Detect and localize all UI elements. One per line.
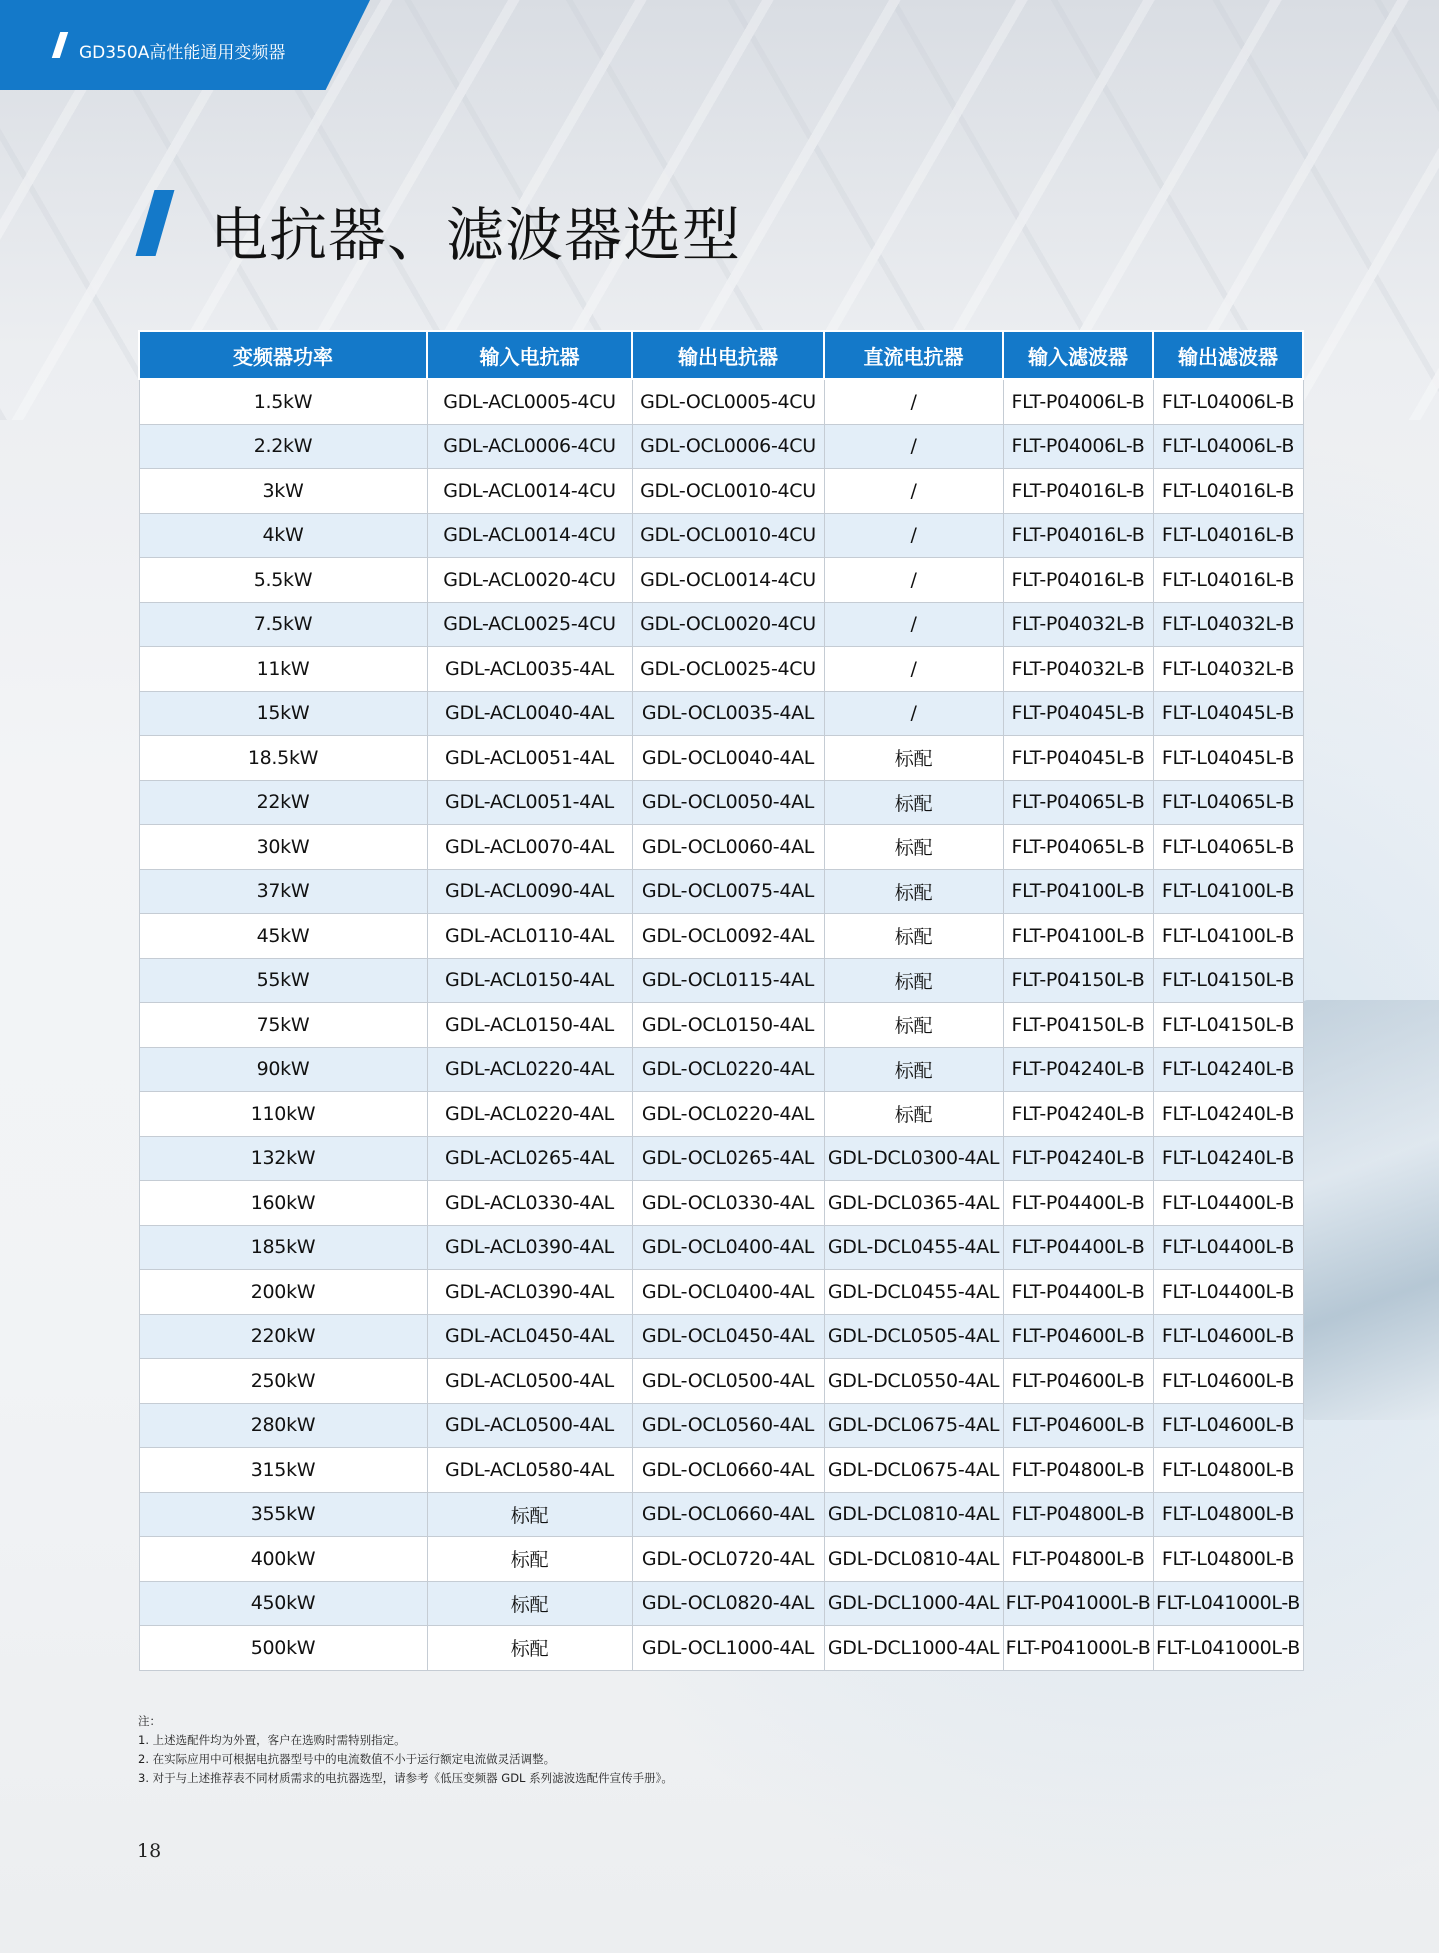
table-row <box>139 647 1303 692</box>
table-cell: FLT-P04400L-B <box>1003 1225 1153 1270</box>
table-cell: 18.5kW <box>139 736 427 781</box>
table-cell: FLT-L04800L-B <box>1153 1492 1303 1537</box>
table-cell: GDL-ACL0020-4CU <box>427 558 632 603</box>
table-cell: FLT-L04032L-B <box>1153 602 1303 647</box>
table-cell: FLT-P04800L-B <box>1003 1537 1153 1582</box>
page-number: 18 <box>137 1840 162 1862</box>
table-cell: GDL-ACL0005-4CU <box>427 379 632 424</box>
table-cell: GDL-OCL0040-4AL <box>632 736 824 781</box>
table-cell: 15kW <box>139 691 427 736</box>
table-row <box>139 469 1303 514</box>
table-body <box>139 379 1303 1670</box>
table-cell: GDL-DCL0810-4AL <box>824 1537 1003 1582</box>
table-cell: FLT-L04065L-B <box>1153 780 1303 825</box>
table-cell: FLT-L04800L-B <box>1153 1448 1303 1493</box>
table-cell: / <box>824 469 1003 514</box>
table-cell: 22kW <box>139 780 427 825</box>
table-cell: GDL-DCL1000-4AL <box>824 1626 1003 1671</box>
column-header: 输入滤波器 <box>1003 331 1153 379</box>
table-cell: 132kW <box>139 1136 427 1181</box>
table-cell: GDL-DCL0300-4AL <box>824 1136 1003 1181</box>
table-cell: GDL-OCL0010-4CU <box>632 513 824 558</box>
table-cell: GDL-ACL0090-4AL <box>427 869 632 914</box>
table-cell: FLT-L04240L-B <box>1153 1092 1303 1137</box>
table-cell: FLT-P041000L-B <box>1003 1626 1153 1671</box>
table-cell: GDL-ACL0390-4AL <box>427 1270 632 1315</box>
table-cell: 75kW <box>139 1003 427 1048</box>
table-cell: GDL-DCL0810-4AL <box>824 1492 1003 1537</box>
table-cell: FLT-P04016L-B <box>1003 469 1153 514</box>
table-cell: 4kW <box>139 513 427 558</box>
table-row <box>139 780 1303 825</box>
column-header: 直流电抗器 <box>824 331 1003 379</box>
table-cell: GDL-OCL0400-4AL <box>632 1270 824 1315</box>
table-cell: / <box>824 424 1003 469</box>
table-cell: FLT-P04800L-B <box>1003 1492 1153 1537</box>
table-cell: 220kW <box>139 1314 427 1359</box>
table-cell: GDL-OCL0075-4AL <box>632 869 824 914</box>
table-cell: FLT-L04400L-B <box>1153 1270 1303 1315</box>
table-cell: 标配 <box>824 1047 1003 1092</box>
table-cell: GDL-ACL0390-4AL <box>427 1225 632 1270</box>
table-cell: FLT-P04016L-B <box>1003 513 1153 558</box>
header-doc-title: GD350A高性能通用变频器 <box>79 43 286 63</box>
table-cell: 90kW <box>139 1047 427 1092</box>
table-cell: 7.5kW <box>139 602 427 647</box>
table-cell: FLT-L04006L-B <box>1153 379 1303 424</box>
table-row <box>139 1403 1303 1448</box>
note-item: 2. 在实际应用中可根据电抗器型号中的电流数值不小于运行额定电流做灵活调整。 <box>138 1752 556 1766</box>
table-row <box>139 736 1303 781</box>
page-title: 电抗器、滤波器选型 <box>210 201 742 269</box>
table-cell: GDL-DCL0455-4AL <box>824 1270 1003 1315</box>
table-cell: FLT-L04100L-B <box>1153 914 1303 959</box>
table-cell: FLT-P04032L-B <box>1003 647 1153 692</box>
table-row <box>139 1314 1303 1359</box>
table-cell: FLT-P04600L-B <box>1003 1359 1153 1404</box>
table-row <box>139 602 1303 647</box>
notes <box>138 1712 673 1788</box>
table-cell: 标配 <box>824 869 1003 914</box>
table-cell: GDL-ACL0150-4AL <box>427 958 632 1003</box>
table-cell: FLT-P04065L-B <box>1003 825 1153 870</box>
table-cell: 1.5kW <box>139 379 427 424</box>
table-cell: GDL-ACL0580-4AL <box>427 1448 632 1493</box>
table-cell: 30kW <box>139 825 427 870</box>
table-cell: GDL-OCL0006-4CU <box>632 424 824 469</box>
table-cell: FLT-P04150L-B <box>1003 1003 1153 1048</box>
table-cell: FLT-P04006L-B <box>1003 379 1153 424</box>
table-cell: FLT-P04400L-B <box>1003 1270 1153 1315</box>
table-cell: FLT-L04400L-B <box>1153 1225 1303 1270</box>
table-cell: GDL-OCL0660-4AL <box>632 1492 824 1537</box>
table-cell: GDL-OCL0660-4AL <box>632 1448 824 1493</box>
table-row <box>139 1225 1303 1270</box>
table-cell: FLT-L04045L-B <box>1153 691 1303 736</box>
table-cell: 400kW <box>139 1537 427 1582</box>
table-cell: 11kW <box>139 647 427 692</box>
table-row <box>139 958 1303 1003</box>
table-cell: GDL-ACL0014-4CU <box>427 469 632 514</box>
table-cell: FLT-L04016L-B <box>1153 469 1303 514</box>
column-header: 输入电抗器 <box>427 331 632 379</box>
table-cell: FLT-L04016L-B <box>1153 558 1303 603</box>
table-cell: FLT-L04150L-B <box>1153 958 1303 1003</box>
table-cell: FLT-L04100L-B <box>1153 869 1303 914</box>
table-cell: FLT-P04240L-B <box>1003 1047 1153 1092</box>
table-cell: FLT-P04240L-B <box>1003 1092 1153 1137</box>
table-cell: 标配 <box>824 780 1003 825</box>
table-cell: FLT-P04100L-B <box>1003 869 1153 914</box>
table-cell: GDL-OCL0035-4AL <box>632 691 824 736</box>
table-row <box>139 1092 1303 1137</box>
table-row <box>139 691 1303 736</box>
table-cell: GDL-OCL0014-4CU <box>632 558 824 603</box>
table-cell: FLT-P04800L-B <box>1003 1448 1153 1493</box>
table-cell: GDL-OCL0400-4AL <box>632 1225 824 1270</box>
table-cell: GDL-ACL0014-4CU <box>427 513 632 558</box>
note-item: 3. 对于与上述推荐表不同材质需求的电抗器选型，请参考《低压变频器 GDL 系列滤波选配件宣传手册》。 <box>138 1771 673 1785</box>
table-row <box>139 1359 1303 1404</box>
table-cell: GDL-ACL0051-4AL <box>427 736 632 781</box>
table-cell: GDL-OCL0265-4AL <box>632 1136 824 1181</box>
table-cell: GDL-ACL0070-4AL <box>427 825 632 870</box>
table-cell: FLT-L04006L-B <box>1153 424 1303 469</box>
table-row <box>139 1270 1303 1315</box>
table-cell: 500kW <box>139 1626 427 1671</box>
table-header-row <box>139 331 1303 379</box>
table-cell: GDL-OCL0005-4CU <box>632 379 824 424</box>
table-cell: 标配 <box>824 1092 1003 1137</box>
table-cell: / <box>824 513 1003 558</box>
table-cell: FLT-L04016L-B <box>1153 513 1303 558</box>
table-cell: FLT-L04600L-B <box>1153 1403 1303 1448</box>
table-cell: / <box>824 691 1003 736</box>
table-cell: FLT-P04045L-B <box>1003 736 1153 781</box>
table-cell: GDL-OCL0720-4AL <box>632 1537 824 1582</box>
table-cell: GDL-ACL0006-4CU <box>427 424 632 469</box>
column-header: 输出滤波器 <box>1153 331 1303 379</box>
table-cell: 450kW <box>139 1581 427 1626</box>
column-header: 变频器功率 <box>139 331 427 379</box>
table-cell: FLT-L04032L-B <box>1153 647 1303 692</box>
table-cell: 5.5kW <box>139 558 427 603</box>
table-cell: GDL-OCL1000-4AL <box>632 1626 824 1671</box>
table-cell: FLT-P04006L-B <box>1003 424 1153 469</box>
table-cell: GDL-ACL0040-4AL <box>427 691 632 736</box>
table-cell: 185kW <box>139 1225 427 1270</box>
table-row <box>139 1581 1303 1626</box>
table-cell: GDL-ACL0330-4AL <box>427 1181 632 1226</box>
table-row <box>139 1136 1303 1181</box>
table-cell: FLT-L04045L-B <box>1153 736 1303 781</box>
table-row <box>139 379 1303 424</box>
table-cell: 37kW <box>139 869 427 914</box>
table-cell: GDL-OCL0820-4AL <box>632 1581 824 1626</box>
table-cell: FLT-L04800L-B <box>1153 1537 1303 1582</box>
table-cell: GDL-DCL0365-4AL <box>824 1181 1003 1226</box>
table-cell: 3kW <box>139 469 427 514</box>
column-header: 输出电抗器 <box>632 331 824 379</box>
table-cell: FLT-P04600L-B <box>1003 1403 1153 1448</box>
table-cell: GDL-DCL0455-4AL <box>824 1225 1003 1270</box>
notes-heading: 注： <box>138 1714 161 1728</box>
table-cell: 标配 <box>824 825 1003 870</box>
table-cell: 55kW <box>139 958 427 1003</box>
table-cell: GDL-DCL0675-4AL <box>824 1448 1003 1493</box>
table-cell: 280kW <box>139 1403 427 1448</box>
table-cell: GDL-OCL0010-4CU <box>632 469 824 514</box>
table-row <box>139 1626 1303 1671</box>
table-cell: GDL-DCL0675-4AL <box>824 1403 1003 1448</box>
table-cell: GDL-OCL0220-4AL <box>632 1092 824 1137</box>
table-row <box>139 869 1303 914</box>
table-cell: GDL-ACL0450-4AL <box>427 1314 632 1359</box>
table-cell: FLT-P04150L-B <box>1003 958 1153 1003</box>
table-cell: FLT-L04240L-B <box>1153 1136 1303 1181</box>
table-row <box>139 914 1303 959</box>
table-cell: GDL-DCL1000-4AL <box>824 1581 1003 1626</box>
table-cell: 标配 <box>427 1626 632 1671</box>
table-row <box>139 513 1303 558</box>
table-cell: GDL-OCL0025-4CU <box>632 647 824 692</box>
table-cell: 160kW <box>139 1181 427 1226</box>
table-cell: GDL-ACL0035-4AL <box>427 647 632 692</box>
table-cell: GDL-ACL0220-4AL <box>427 1047 632 1092</box>
table-cell: GDL-ACL0025-4CU <box>427 602 632 647</box>
table-row <box>139 1448 1303 1493</box>
table-cell: 250kW <box>139 1359 427 1404</box>
table-cell: GDL-ACL0500-4AL <box>427 1403 632 1448</box>
table-cell: 315kW <box>139 1448 427 1493</box>
table-cell: / <box>824 602 1003 647</box>
table-cell: FLT-P04016L-B <box>1003 558 1153 603</box>
table-cell: 标配 <box>427 1581 632 1626</box>
table-cell: GDL-OCL0500-4AL <box>632 1359 824 1404</box>
table-cell: GDL-DCL0550-4AL <box>824 1359 1003 1404</box>
note-item: 1. 上述选配件均为外置，客户在选购时需特别指定。 <box>138 1733 406 1747</box>
table-cell: FLT-P04400L-B <box>1003 1181 1153 1226</box>
table-cell: FLT-P04065L-B <box>1003 780 1153 825</box>
table-cell: 标配 <box>427 1537 632 1582</box>
table-cell: / <box>824 647 1003 692</box>
table-cell: / <box>824 379 1003 424</box>
table-cell: / <box>824 558 1003 603</box>
table-cell: GDL-OCL0150-4AL <box>632 1003 824 1048</box>
table-cell: FLT-L041000L-B <box>1153 1626 1303 1671</box>
table-cell: FLT-L04600L-B <box>1153 1359 1303 1404</box>
table-cell: GDL-ACL0051-4AL <box>427 780 632 825</box>
table-cell: FLT-L04240L-B <box>1153 1047 1303 1092</box>
table-cell: 标配 <box>427 1492 632 1537</box>
table-row <box>139 1537 1303 1582</box>
table-cell: GDL-ACL0220-4AL <box>427 1092 632 1137</box>
table-cell: FLT-L04065L-B <box>1153 825 1303 870</box>
table-cell: 200kW <box>139 1270 427 1315</box>
table-cell: FLT-P04240L-B <box>1003 1136 1153 1181</box>
table-cell: FLT-P04100L-B <box>1003 914 1153 959</box>
table-cell: 标配 <box>824 958 1003 1003</box>
table-cell: 45kW <box>139 914 427 959</box>
table-cell: 标配 <box>824 1003 1003 1048</box>
table-cell: GDL-OCL0020-4CU <box>632 602 824 647</box>
table-cell: GDL-OCL0450-4AL <box>632 1314 824 1359</box>
table-cell: 2.2kW <box>139 424 427 469</box>
table-cell: FLT-L041000L-B <box>1153 1581 1303 1626</box>
table-cell: GDL-OCL0220-4AL <box>632 1047 824 1092</box>
table-cell: FLT-P04032L-B <box>1003 602 1153 647</box>
table-cell: 标配 <box>824 736 1003 781</box>
table-cell: GDL-ACL0265-4AL <box>427 1136 632 1181</box>
table-cell: GDL-DCL0505-4AL <box>824 1314 1003 1359</box>
table-cell: GDL-OCL0115-4AL <box>632 958 824 1003</box>
table-cell: GDL-OCL0560-4AL <box>632 1403 824 1448</box>
table-cell: FLT-P041000L-B <box>1003 1581 1153 1626</box>
table-row <box>139 1003 1303 1048</box>
table-row <box>139 558 1303 603</box>
table-row <box>139 1181 1303 1226</box>
table-row <box>139 825 1303 870</box>
table-cell: FLT-P04600L-B <box>1003 1314 1153 1359</box>
table-cell: GDL-OCL0092-4AL <box>632 914 824 959</box>
table-cell: 110kW <box>139 1092 427 1137</box>
selection-table <box>138 330 1304 1671</box>
table-cell: GDL-OCL0060-4AL <box>632 825 824 870</box>
table-cell: GDL-OCL0330-4AL <box>632 1181 824 1226</box>
table-cell: FLT-L04150L-B <box>1153 1003 1303 1048</box>
table-cell: FLT-L04600L-B <box>1153 1314 1303 1359</box>
table-cell: GDL-OCL0050-4AL <box>632 780 824 825</box>
table-cell: GDL-ACL0110-4AL <box>427 914 632 959</box>
table-cell: GDL-ACL0500-4AL <box>427 1359 632 1404</box>
table-cell: FLT-P04045L-B <box>1003 691 1153 736</box>
table-row <box>139 1492 1303 1537</box>
table-cell: GDL-ACL0150-4AL <box>427 1003 632 1048</box>
table-row <box>139 1047 1303 1092</box>
table-cell: FLT-L04400L-B <box>1153 1181 1303 1226</box>
table-row <box>139 424 1303 469</box>
table-cell: 355kW <box>139 1492 427 1537</box>
background-machine-image <box>1300 1000 1439 1420</box>
table-cell: 标配 <box>824 914 1003 959</box>
